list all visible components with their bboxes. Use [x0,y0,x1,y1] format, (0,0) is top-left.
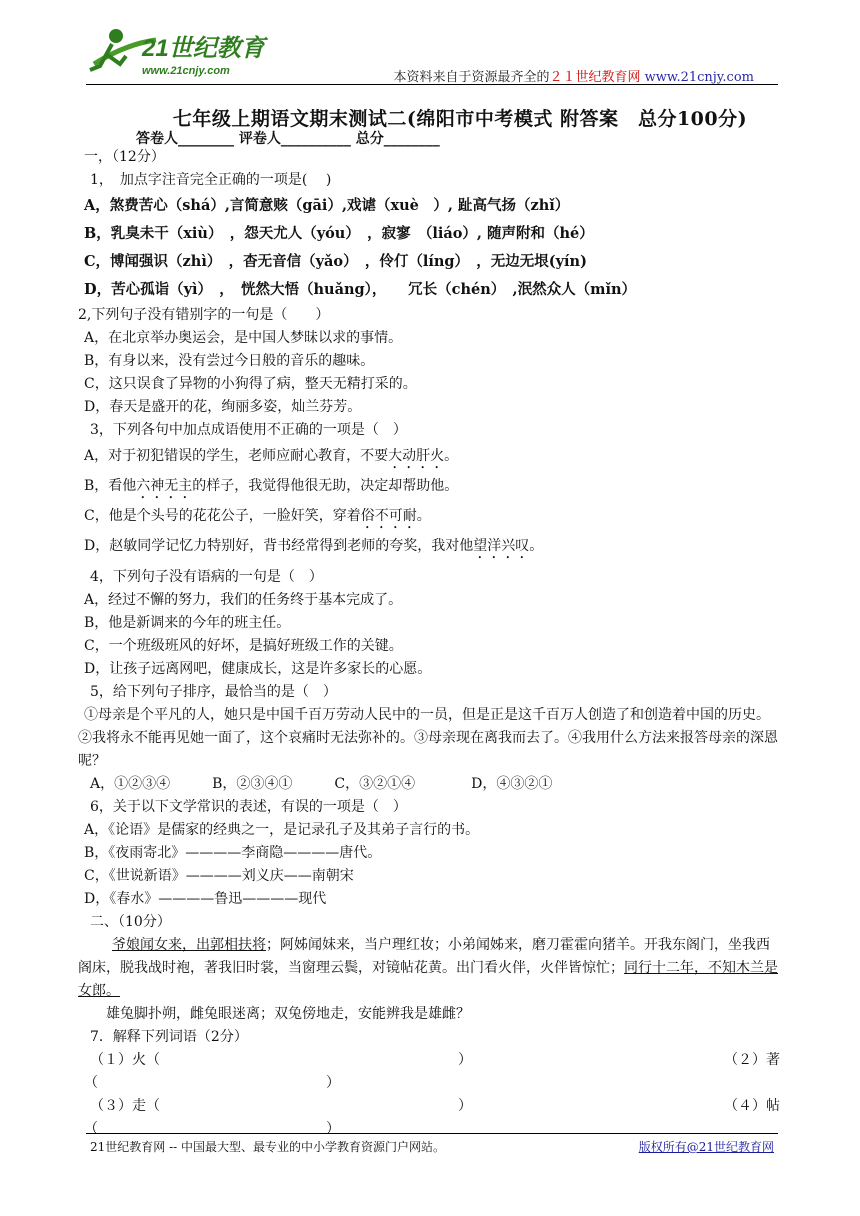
q4-option-c: C，一个班级班风的好坏，是搞好班级工作的关键。 [84,638,403,654]
question-3: 3，下列各句中加点成语使用不正确的一项是（ ） [90,422,407,438]
poem-passage: 爷娘闻女来，出郭相扶将；阿姊闻妹来，当户理红妆；小弟闻姊来，磨刀霍霍向猪羊。开我东阁门，坐我西阁床，脱我战时袍，著我旧时裳，当窗理云鬓，对镜帖花黄。出门看火伴，火伴皆惊忙；同行十二年，不知木兰是女郎。 [78,937,778,999]
q6-option-b: B，《夜雨寄北》————李商隐————唐代。 [84,845,382,861]
q7-row-2: （３）走（ ） （４）帖 [84,1095,780,1118]
q3-option-a: A，对于初犯错误的学生，老师应耐心教育，不要大动肝火。 [84,448,459,464]
q2-option-b: B，有身以来，没有尝过今日般的音乐的趣味。 [84,353,375,369]
q3-option-d: D，赵敏同学记忆力特别好，背书经常得到老师的夸奖，我对他望洋兴叹。 [84,538,544,554]
q2-option-a: A，在北京举办奥运会，是中国人梦昧以求的事情。 [84,330,403,346]
header-divider [86,84,778,85]
q7-row-1: （１）火（ ） （２）著 [84,1049,780,1072]
q6-option-d: D，《春水》————鲁迅————现代 [84,891,327,907]
copyright-link[interactable]: 版权所有@21世纪教育网 [638,1140,774,1154]
source-prefix: 本资料来自于资源最齐全的 [393,70,550,85]
q1-option-b: B，乳臭未干（xiù） ，怨天尤人（yóu） ，寂寥 （liáo）, 随声附和（hé） [84,225,594,242]
q3-option-c: C，他是个头号的花花公子，一脸奸笑，穿着俗不可耐。 [84,508,431,524]
q4-option-d: D，让孩子远离网吧，健康成长，这是许多家长的心愿。 [84,661,432,677]
q3-option-b: B，看他六神无主的样子，我觉得他很无助，决定却帮助他。 [84,478,459,494]
q1-option-a: A，煞费苦心（shá）,言简意赅（gāi）,戏谑（xuè ）, 趾高气扬（zhǐ） [84,197,570,214]
exam-body [78,146,780,1141]
q6-option-a: A，《论语》是儒家的经典之一，是记录孔子及其弟子言行的书。 [84,822,480,838]
question-1: 1， 加点字注音完全正确的一项是( ) [90,172,332,188]
footer-text: 21世纪教育网 -- 中国最大型、最专业的中小学教育资源门户网站。 [90,1140,446,1154]
header-source [393,66,754,85]
logo-url: www.21cnjy.com [142,65,230,77]
q7-item-3: （３）走（ [90,1098,160,1114]
question-6: 6，关于以下文学常识的表述，有误的一项是（ ） [90,799,407,815]
section-2-heading: 二、（10分） [90,914,171,930]
page-title: 七年级上期语文期末测试二(绵阳市中考模式 附答案 总分100分) [172,108,748,130]
q6-option-c: C，《世说新语》————刘义庆——南朝宋 [84,868,354,884]
question-2: 2,下列句子没有错别字的一句是（ ） [78,307,330,323]
poem-last-line: 雄兔脚扑朔，雌兔眼迷离；双兔傍地走，安能辨我是雄雌？ [106,1006,470,1022]
section-heading: 一，（12分） [84,149,165,165]
logo-text: 21世纪教育 [142,35,265,62]
question-7: 7．解释下列词语（2分） [90,1029,248,1045]
q2-option-d: D，春天是盛开的花，绚丽多姿，灿兰芬芳。 [84,399,362,415]
footer-divider [86,1133,778,1134]
q4-option-a: A，经过不懈的努力，我们的任务终于基本完成了。 [84,592,403,608]
q4-option-b: B，他是新调来的今年的班主任。 [84,615,291,631]
q7-item-1: （１）火（ [90,1052,160,1068]
site-logo [86,20,286,84]
q7-item-2: （２）著 [724,1052,780,1068]
source-url-link[interactable]: www.21cnjy.com [644,70,754,85]
q7-row-1-cont: （ ） [84,1075,340,1091]
exam-signature-line: 答卷人________ 评卷人__________ 总分________ [136,131,440,147]
q1-option-c: C，博闻强识（zhì） ，杳无音信（yǎo） ，伶仃（líng） ，无边无垠(yín) [84,253,587,270]
source-site-link[interactable]: ２１世纪教育网 [549,70,641,85]
q5-options: A，①②③④ B，②③④① C，③②①④ D，④③②① [90,776,553,792]
q1-option-d: D，苦心孤诣（yì） ， 恍然大悟（huǎng）， 冗长（chén） ,泯然众人（mǐn） [84,281,636,298]
q2-option-c: C，这只误食了异物的小狗得了病，整天无精打采的。 [84,376,417,392]
q5-passage: ①母亲是个平凡的人，她只是中国千百万劳动人民中的一员，但是正是这千百万人创造了和创造着中国的历史。②我将永不能再见她一面了，这个哀痛时无法弥补的。③母亲现在离我而去了。④我用什么方法来报答母亲的深恩呢？ [78,707,778,769]
q7-row-2-cont: （ ） [84,1121,340,1137]
q7-item-4: （４）帖 [724,1098,780,1114]
question-4: 4，下列句子没有语病的一句是（ ） [90,569,323,585]
question-5: 5，给下列句子排序，最恰当的是（ ） [90,684,337,700]
